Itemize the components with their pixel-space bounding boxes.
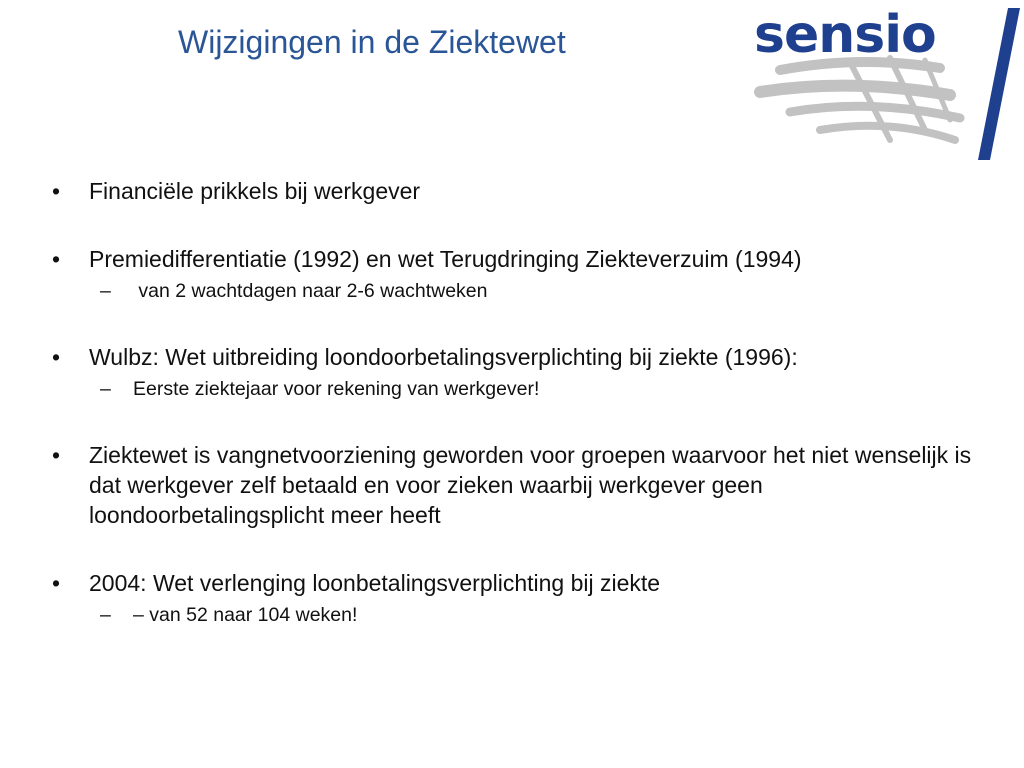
bullet-text: Premiedifferentiatie (1992) en wet Terugdringing Ziekteverzuim (1994): [89, 246, 802, 272]
list-item: [52, 342, 972, 402]
list-item: [52, 568, 972, 628]
list-item: [52, 440, 972, 530]
logo-wordmark: sensio: [754, 5, 936, 65]
bullet-text: 2004: Wet verlenging loonbetalingsverplichting bij ziekte: [89, 570, 661, 596]
sub-bullet-text: – van 52 naar 104 weken!: [133, 604, 358, 626]
bullet-text: Wulbz: Wet uitbreiding loondoorbetalingsverplichting bij ziekte (1996):: [89, 344, 798, 370]
bullet-text: Financiële prikkels bij werkgever: [89, 178, 421, 204]
bullet-marker: •: [52, 178, 61, 204]
slide-title: Wijzigingen in de Ziektewet: [178, 24, 566, 60]
sensio-logo: [740, 0, 1024, 165]
list-item: [52, 176, 972, 206]
bullet-marker: •: [52, 246, 61, 272]
list-item: [52, 244, 972, 304]
bullet-text: Ziektewet is vangnetvoorziening geworden voor groepen waarvoor het niet wenselijk is dat werkgever zelf betaald en voor zieken waarbij werkgever geen loondoorbetalingsplicht meer heeft: [89, 442, 972, 528]
bullet-marker: •: [52, 570, 61, 596]
bullet-list: [52, 176, 972, 628]
sub-bullet-marker: –: [100, 280, 111, 302]
bullet-marker: •: [52, 344, 61, 370]
sub-bullet-marker: –: [100, 378, 111, 400]
bullet-marker: •: [52, 442, 61, 468]
sub-bullet-text: Eerste ziektejaar voor rekening van werkgever!: [133, 378, 540, 400]
sub-bullet-text: van 2 wachtdagen naar 2-6 wachtweken: [133, 280, 488, 302]
logo-slash: [978, 8, 1020, 160]
logo-brush-strokes: [760, 58, 960, 140]
sub-bullet-marker: –: [100, 604, 111, 626]
